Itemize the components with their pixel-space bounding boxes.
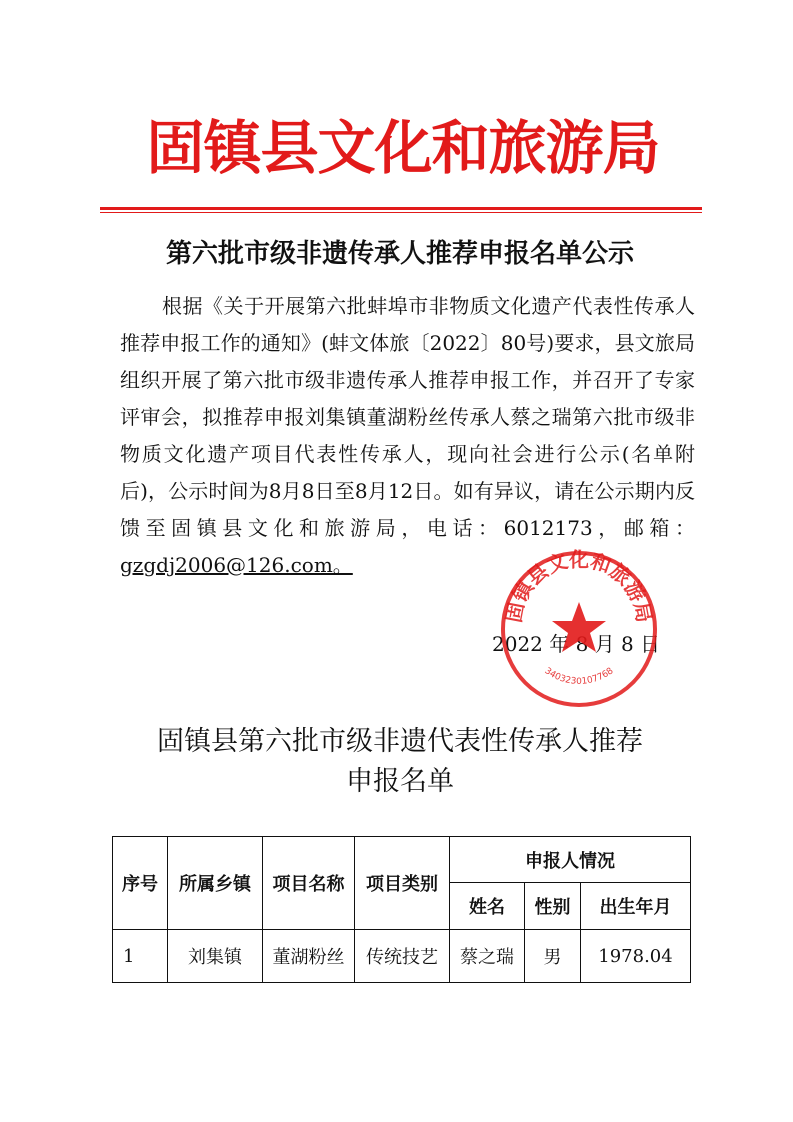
email-link[interactable]: gzgdj2006@126.com。 [120,553,353,577]
seal-code: 3403230107768 [542,666,616,687]
col-header-applicant-group: 申报人情况 [450,837,691,883]
col-header-birth: 出生年月 [581,883,691,930]
col-header-category: 项目类别 [355,837,450,930]
cell-name: 蔡之瑞 [450,930,525,983]
seal-org-text: 固镇县文化和旅游局 [501,548,657,625]
letterhead-rule-thick [100,207,702,210]
letterhead-rule-thin [100,212,702,213]
svg-text:3403230107768 [543,666,616,687]
col-header-town: 所属乡镇 [168,837,263,930]
org-letterhead: 固镇县文化和旅游局 [146,114,660,182]
list-title-line2: 申报名单 [346,766,454,797]
col-header-index: 序号 [113,837,168,930]
table-row [113,930,691,983]
notice-body [120,288,695,584]
cell-gender: 男 [525,930,581,983]
col-header-name: 姓名 [450,883,525,930]
nominee-table [112,836,691,983]
col-header-gender: 性别 [525,883,581,930]
notice-body-text: 根据《关于开展第六批蚌埠市非物质文化遗产代表性传承人推荐申报工作的通知》(蚌文体旅〔2022〕80号)要求，县文旅局组织开展了第六批市级非遗传承人推荐申报工作，并召开了专家评审会，拟推荐申报刘集镇董湖粉丝传承人蔡之瑞第六批市级非物质文化遗产项目代表性传承人，现向社会进行公示(名单附后)，公示时间为8月8日至8月12日。如有异议，请在公示期内反馈至固镇县文化和旅游局，电话：6012173，邮箱： [120,294,695,540]
col-header-project: 项目名称 [263,837,355,930]
seal-star-icon [552,602,606,652]
cell-category: 传统技艺 [355,930,450,983]
notice-date: 2022 年 8 月 8 日 [492,632,661,656]
cell-town: 刘集镇 [168,930,263,983]
notice-title: 第六批市级非遗传承人推荐申报名单公示 [165,239,634,269]
cell-project: 董湖粉丝 [263,930,355,983]
list-title [100,722,700,802]
cell-birth: 1978.04 [581,930,691,983]
list-title-line1: 固镇县第六批市级非遗代表性传承人推荐 [157,726,643,757]
official-seal [498,548,660,710]
cell-index: 1 [113,930,168,983]
